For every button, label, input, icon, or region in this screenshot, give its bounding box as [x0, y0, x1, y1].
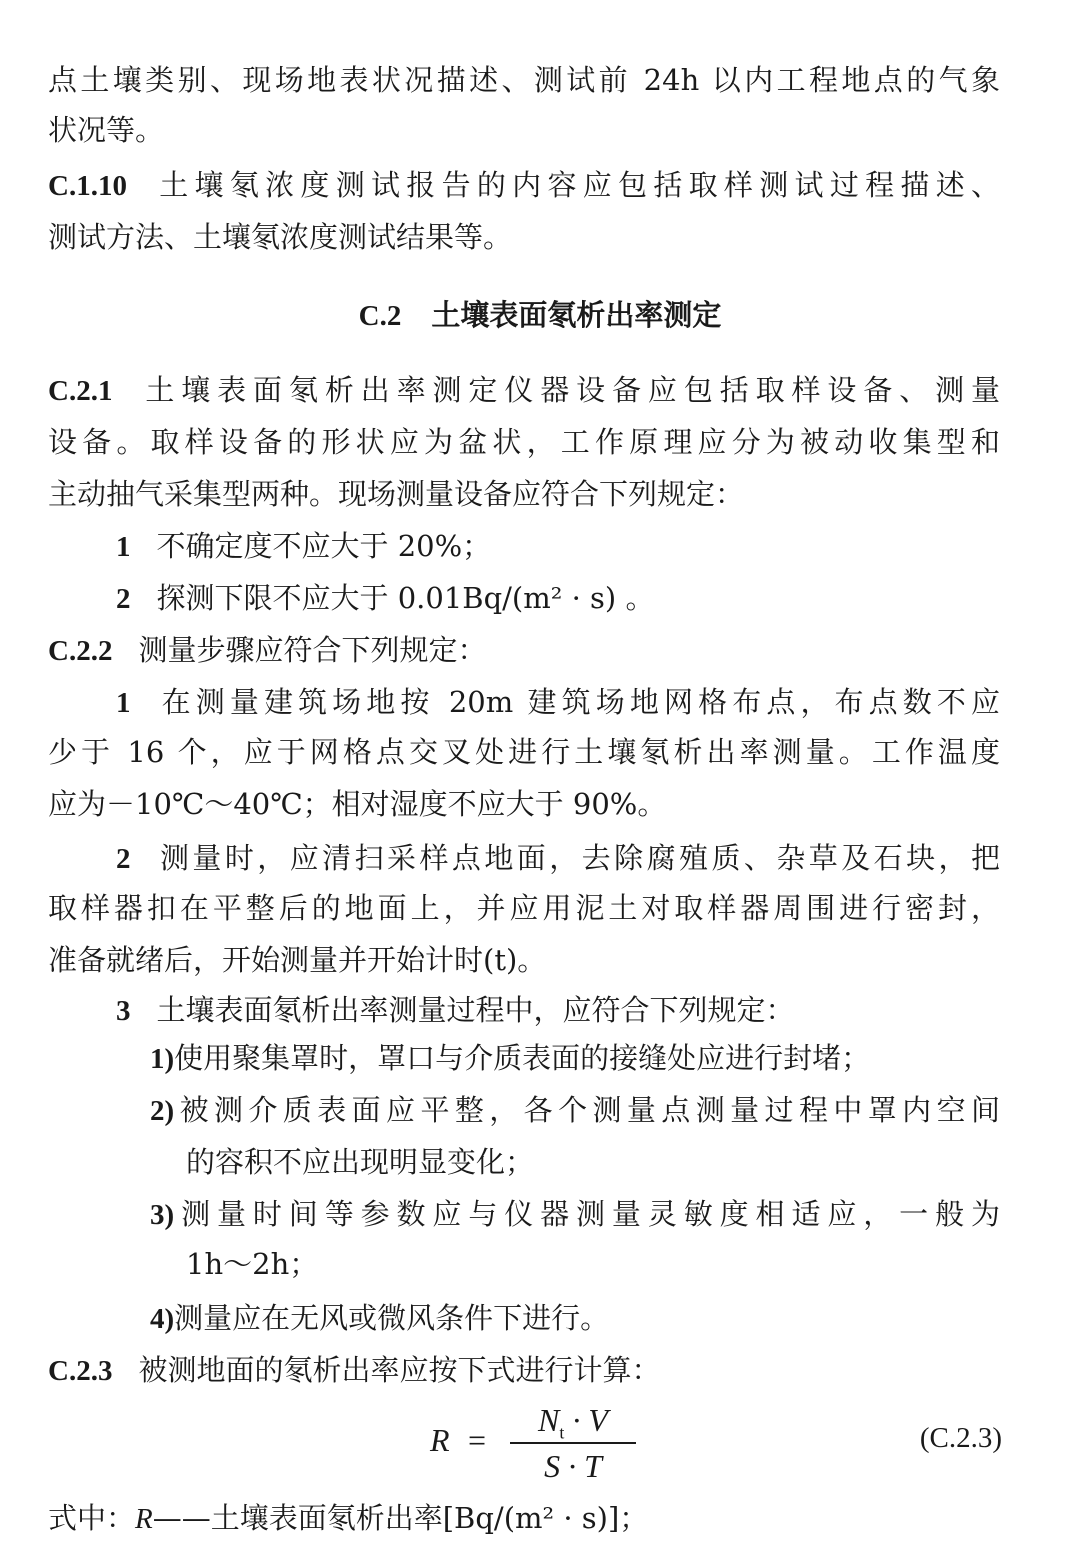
line-text: 测量时，应清扫采样点地面，去除腐殖质、杂草及石块，把: [156, 841, 1000, 875]
text-line: [48, 1350, 660, 1390]
line-text: 的容积不应出现明显变化；: [186, 1145, 535, 1179]
text-line: [150, 1090, 1000, 1130]
where-symbol: R: [135, 1503, 153, 1535]
line-text: 主动抽气采集型两种。现场测量设备应符合下列规定：: [48, 477, 745, 511]
line-text: 少于 16 个，应于网格点交叉处进行土壤氡析出率测量。工作温度: [48, 735, 1000, 769]
clause-number: 2): [150, 1095, 175, 1127]
line-text: 1h～2h；: [186, 1247, 319, 1281]
text-line: [150, 1038, 870, 1078]
text-line: [48, 110, 164, 150]
fraction-bar: [510, 1442, 636, 1444]
clause-number: C.2: [358, 300, 402, 332]
clause-number: 1: [116, 531, 131, 563]
equation-number: (C.2.3): [919, 1422, 1002, 1454]
text-line: [48, 784, 666, 824]
line-text: 测量应在无风或微风条件下进行。: [174, 1301, 610, 1335]
formula-lhs: R: [430, 1422, 450, 1458]
numerator-rest: · V: [564, 1402, 608, 1438]
text-line: [48, 630, 486, 670]
where-text: ——土壤表面氡析出率[Bq/(m² · s)]；: [152, 1501, 649, 1535]
text-line: [48, 370, 1000, 410]
clause-number: C.2.3: [48, 1355, 113, 1387]
clause-number: 3: [116, 995, 131, 1027]
text-line: [48, 888, 1000, 928]
line-text: 测试方法、土壤氡浓度测试结果等。: [48, 220, 513, 254]
clause-number: 2: [116, 843, 131, 875]
clause-number: 1): [150, 1043, 175, 1075]
text-line: [48, 940, 546, 980]
text-line: [48, 165, 1000, 205]
line-text: 取样器扣在平整后的地面上，并应用泥土对取样器周围进行密封，: [48, 891, 1000, 925]
line-text: 土壤氡浓度测试报告的内容应包括取样测试过程描述、: [152, 168, 1000, 202]
line-text: 土壤表面氡析出率测定仪器设备应包括取样设备、测量: [138, 373, 1000, 407]
text-line: [48, 474, 744, 514]
line-text: 被测地面的氡析出率应按下式进行计算：: [138, 1353, 661, 1387]
section-heading: [0, 295, 1080, 335]
clause-number: 2: [116, 583, 131, 615]
line-text: 应为－10℃～40℃；相对湿度不应大于 90%。: [48, 787, 667, 821]
line-text: 不确定度不应大于 20%；: [156, 529, 492, 563]
text-line: [116, 838, 1000, 878]
text-line: [116, 526, 491, 566]
text-line: [186, 1244, 318, 1284]
formula-denominator: S · T: [544, 1448, 602, 1484]
text-line: [48, 217, 512, 257]
text-line: [48, 422, 1000, 462]
line-text: 状况等。: [48, 113, 165, 147]
formula-numerator: [510, 1400, 636, 1443]
clause-number: C.1.10: [48, 170, 127, 202]
formula-fraction: [510, 1400, 636, 1486]
text-line: [150, 1194, 1000, 1234]
text-line: [116, 578, 654, 618]
numerator-symbol: N: [538, 1402, 560, 1438]
numerator-subscript: t: [559, 1422, 565, 1443]
clause-number: C.2.1: [48, 375, 113, 407]
text-line: [48, 732, 1000, 772]
line-text: 准备就绪后，开始测量并开始计时(t)。: [48, 943, 547, 977]
text-line: [116, 990, 795, 1030]
line-text: 设备。取样设备的形状应为盆状，工作原理应分为被动收集型和: [48, 425, 1000, 459]
line-text: 点土壤类别、现场地表状况描述、测试前 24h 以内工程地点的气象: [48, 63, 1000, 97]
line-text: 土壤表面氡析出率测量过程中，应符合下列规定：: [156, 993, 795, 1027]
line-text: 被测介质表面应平整，各个测量点测量过程中罩内空间: [174, 1093, 1000, 1127]
clause-number: 3): [150, 1199, 175, 1231]
line-text: 使用聚集罩时，罩口与介质表面的接缝处应进行封堵；: [174, 1041, 871, 1075]
clause-number: 4): [150, 1303, 175, 1335]
formula-equals: =: [468, 1422, 487, 1458]
text-line: [150, 1298, 609, 1338]
text-line: [116, 682, 1000, 722]
line-text: 测量时间等参数应与仪器测量灵敏度相适应，一般为: [174, 1197, 1000, 1231]
where-line: [48, 1498, 648, 1538]
text-line: [48, 60, 1000, 100]
where-prefix: 式中：: [48, 1501, 136, 1535]
clause-number: C.2.2: [48, 635, 113, 667]
line-text: 探测下限不应大于 0.01Bq/(m² · s) 。: [156, 581, 655, 615]
text-line: [186, 1142, 534, 1182]
clause-number: 1: [116, 687, 131, 719]
line-text: 在测量建筑场地按 20m 建筑场地网格布点，布点数不应: [156, 685, 1000, 719]
line-text: 土壤表面氡析出率测定: [431, 298, 722, 332]
line-text: 测量步骤应符合下列规定：: [138, 633, 487, 667]
